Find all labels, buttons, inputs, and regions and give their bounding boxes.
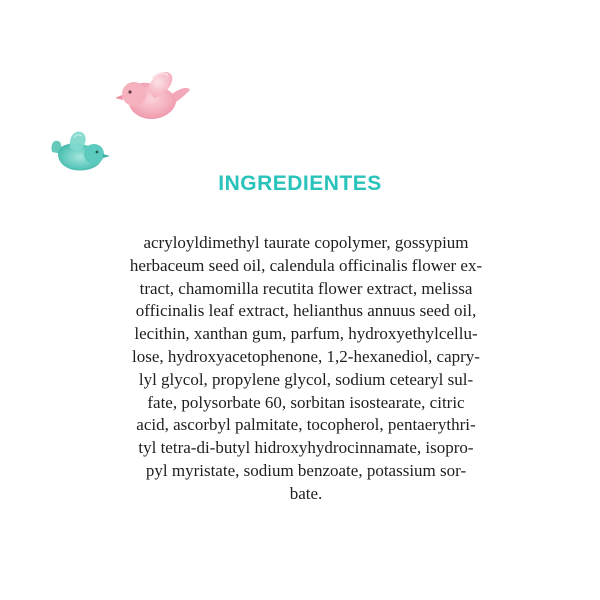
ingredients-line: tyl tetra-di-butyl hidroxyhydrocinnamate, isopro- [138, 438, 474, 458]
ingredients-line: bate. [289, 483, 323, 503]
ingredients-line: lose, hydroxyacetophenone, 1,2-hexanediol, capry- [132, 346, 480, 366]
ingredients-line: fate, polysorbate 60, sorbitan isostearate, citric [147, 392, 465, 412]
ingredients-line: lyl glycol, propylene glycol, sodium cetearyl sul- [138, 369, 474, 389]
page-title: INGREDIENTES [218, 172, 382, 195]
ingredients-line: pyl myristate, sodium benzoate, potassium sor- [145, 460, 467, 480]
ingredients-line: lecithin, xanthan gum, parfum, hydroxyethylcellu- [134, 324, 478, 344]
ingredients-list [96, 232, 516, 506]
ingredients-line: herbaceum seed oil, calendula officinalis flower ex- [129, 255, 483, 275]
ingredients-line: acryloyldimethyl taurate copolymer, gossypium [143, 233, 469, 252]
ingredients-line: tract, chamomilla recutita flower extract, melissa [139, 278, 473, 298]
ingredients-line: officinalis leaf extract, helianthus annuus seed oil, [135, 301, 477, 321]
teal-bird-icon [48, 124, 112, 176]
ingredients-line: acid, ascorbyl palmitate, tocopherol, pentaerythri- [136, 415, 476, 435]
pink-bird-icon [112, 64, 192, 128]
